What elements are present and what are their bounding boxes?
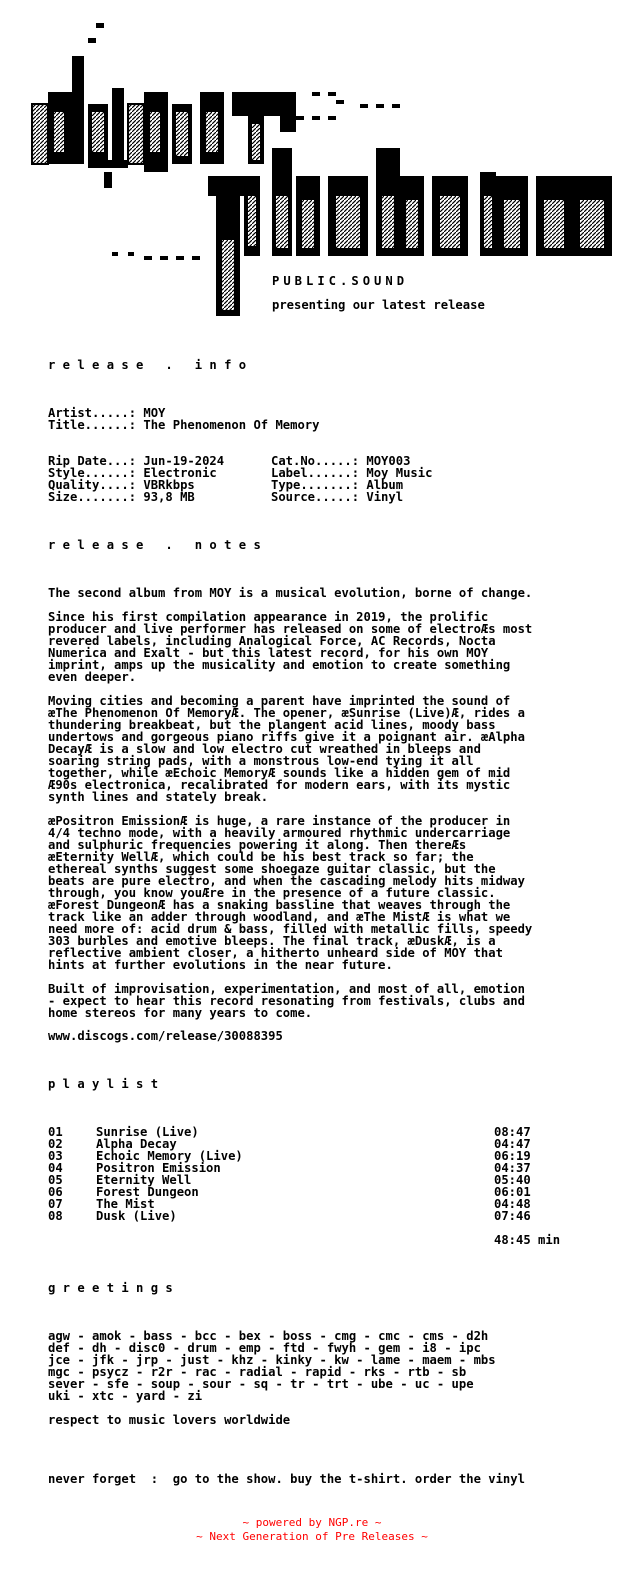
track-time: 04:37: [494, 1161, 531, 1175]
track-number: 08: [48, 1209, 63, 1223]
playlist-heading: p l a y l i s t: [48, 1077, 159, 1091]
discogs-link[interactable]: www.discogs.com/release/30088395: [48, 1029, 283, 1043]
track-time: 07:46: [494, 1209, 531, 1223]
size-line: Size.......: 93,8 MB: [48, 490, 195, 504]
track-title: Alpha Decay: [96, 1137, 177, 1151]
label-line: Label......: Moy Music: [271, 466, 433, 480]
track-number: 07: [48, 1197, 63, 1211]
artist-line: Artist.....: MOY: [48, 406, 166, 420]
notes-paragraph-2: Since his first compilation appearance in 2019, the prolific producer and live performer has released on some of electroÆs most revered labels, including Analogical Force, AC Records, Nocta Numerica and Exalt - but this latest record, for his own MOY imprint, amps up the musicality and emotion to create something even deeper.: [48, 610, 533, 684]
source-line: Source.....: Vinyl: [271, 490, 404, 504]
notes-paragraph-3: Moving cities and becoming a parent have imprinted the sound of æThe Phenomenon Of MemoryÆ. The opener, æSunrise (Live)Æ, rides a thundering breakbeat, but the plangent acid lines, moody bass undertows and gorgeous piano riffs give it a poignant air. æAlpha DecayÆ is a slow and low electro cut wreathed in bleeps and soaring string pads, with a monstrous low-end tying it all together, while æEchoic MemoryÆ sounds like a hidden gem of mid Æ90s electronica, recalibrated for modern ears, with its mystic synth lines and stately break.: [48, 694, 525, 804]
style-line: Style......: Electronic: [48, 466, 217, 480]
brand-label: PUBLIC.SOUND: [272, 274, 409, 288]
track-number: 02: [48, 1137, 63, 1151]
track-title: Positron Emission: [96, 1161, 221, 1175]
track-time: 04:47: [494, 1137, 531, 1151]
notes-paragraph-5: Built of improvisation, experimentation, and most of all, emotion - expect to hear this record resonating from festivals, clubs and home stereos for many years to come.: [48, 982, 525, 1020]
track-time: 06:19: [494, 1149, 531, 1163]
presenting-text: presenting our latest release: [272, 298, 485, 312]
notes-paragraph-4: æPositron EmissionÆ is huge, a rare instance of the producer in 4/4 techno mode, with a heavily armoured rhythmic undercarriage and sulphuric frequencies powering it along. Then thereÆs æEternity WellÆ, which could be his best track so far; the ethereal synths suggest some shoegaze guitar classic, but the beats are pure electro, and when the cascading melody hits midway through, you know youÆre in the presence of a future classic. æForest DungeonÆ has a snaking bassline that weaves through the track like an adder through woodland, and æThe MistÆ is what we need more of: acid drum & bass, filled with metallic fills, speedy 303 burbles and emotive bleeps. The final track, æDuskÆ, is a reflective ambient closer, a hitherto unheard side of MOY that hints at further evolutions in the near future.: [48, 814, 533, 972]
footer-tagline: ~ Next Generation of Pre Releases ~: [196, 1530, 428, 1543]
track-title: Forest Dungeon: [96, 1185, 199, 1199]
track-time: 08:47: [494, 1125, 531, 1139]
playlist-track: [48, 1210, 568, 1222]
track-title: Dusk (Live): [96, 1209, 177, 1223]
track-title: The Mist: [96, 1197, 155, 1211]
quality-line: Quality....: VBRkbps: [48, 478, 195, 492]
track-time: 04:48: [494, 1197, 531, 1211]
track-number: 04: [48, 1161, 63, 1175]
track-title: Sunrise (Live): [96, 1125, 199, 1139]
track-time: 05:40: [494, 1173, 531, 1187]
track-title: Echoic Memory (Live): [96, 1149, 243, 1163]
type-line: Type.......: Album: [271, 478, 404, 492]
track-number: 06: [48, 1185, 63, 1199]
release-info-heading: r e l e a s e . i n f o: [48, 358, 247, 372]
title-line: Title......: The Phenomenon Of Memory: [48, 418, 320, 432]
digital-phobia-ascii-logo: [0, 0, 624, 320]
track-number: 03: [48, 1149, 63, 1163]
rip-date-line: Rip Date...: Jun-19-2024: [48, 454, 225, 468]
never-forget-line: never forget : go to the show. buy the t-shirt. order the vinyl: [48, 1472, 525, 1486]
release-notes-heading: r e l e a s e . n o t e s: [48, 538, 261, 552]
greetings-heading: g r e e t i n g s: [48, 1281, 173, 1295]
playlist-total: 48:45 min: [494, 1233, 561, 1247]
respect-line: respect to music lovers worldwide: [48, 1413, 291, 1427]
track-number: 05: [48, 1173, 63, 1187]
notes-paragraph-1: The second album from MOY is a musical evolution, borne of change.: [48, 586, 533, 600]
greetings-list: agw - amok - bass - bcc - bex - boss - cmg - cmc - cms - d2h def - dh - disc0 - drum - emp - ftd - fwyh - gem - i8 - ipc jce - jfk - jrp - just - khz - kinky - kw - lame - maem - mbs mgc - psycz - r2r - rac - radial - rapid - rks - rtb - sb sever - sfe - soup - sour - sq - tr - trt - ube - uc - upe uki - xtc - yard - zi: [48, 1329, 496, 1403]
track-number: 01: [48, 1125, 63, 1139]
cat-no-line: Cat.No.....: MOY003: [271, 454, 411, 468]
track-time: 06:01: [494, 1185, 531, 1199]
track-title: Eternity Well: [96, 1173, 192, 1187]
footer-powered-by: ~ powered by NGP.re ~: [242, 1516, 382, 1529]
